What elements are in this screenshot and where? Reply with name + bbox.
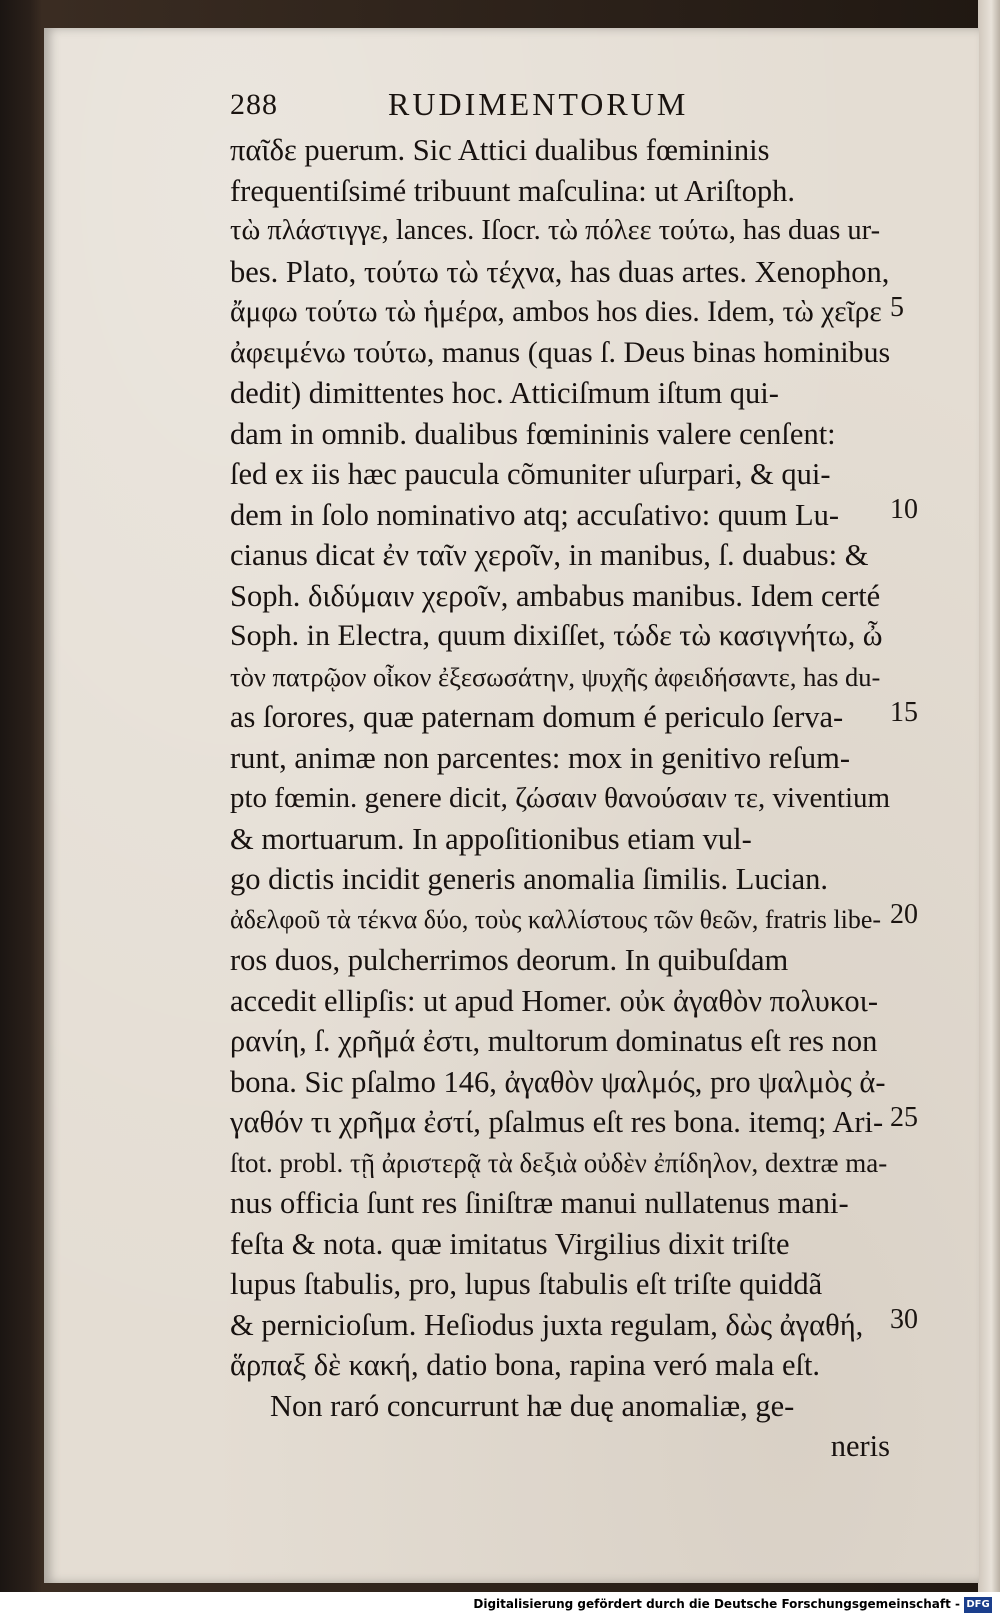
text-line: as ſorores, quæ paternam domum é periculo ſerva- (230, 700, 844, 734)
text-line: ἀφειμένω τούτω, manus (quas ſ. Deus binas hominibus (230, 335, 891, 369)
text-line: Soph. in Electra, quum dixiſſet, τώδε τὼ κασιγνήτω, ὦ (230, 619, 883, 652)
footer-bar (0, 1592, 1000, 1620)
text-line: ἄμφω τούτω τὼ ἡμέρα, ambos hos dies. Idem, τὼ χεῖρε (230, 296, 882, 328)
text-block (230, 130, 890, 1467)
text-line: ἅρπαξ δὲ κακή, datio bona, rapina veró mala eſt. (230, 1348, 821, 1382)
text-line: dam in omnib. dualibus fœmininis valere cenſent: (230, 416, 836, 451)
text-line: τὼ πλάστιγγε, lances. Iſocr. τὼ πόλεε τούτω, has duas ur- (230, 215, 881, 246)
text-line: bes. Plato, τούτω τὼ τέχνα, has duas artes. Xenophon, (230, 254, 890, 289)
text-line: dedit) dimittentes hoc. Atticiſmum iſtum qui- (230, 376, 779, 410)
text-line: pto fœmin. genere dicit, ζώσαιν θανούσαιν τε, viventium (230, 782, 891, 814)
text-line: frequentiſsimé tribuunt maſculina: ut Ariſtoph. (230, 173, 795, 208)
text-line: ἀδελφοῦ τὰ τέκνα δύο, τοὺς καλλίστους τῶν θεῶν, fratris libe- (230, 904, 882, 934)
text-line: lupus ſtabulis, pro, lupus ſtabulis eſt triſte quiddã (230, 1267, 823, 1301)
running-head: RUDIMENTORUM (388, 86, 689, 122)
text-line: accedit ellipſis: ut apud Homer. οὐκ ἀγαθὸν πολυκοι- (230, 983, 878, 1018)
text-line: ros duos, pulcherrimos deorum. In quibuſdam (230, 943, 789, 977)
text-line: bona. Sic pſalmo 146, ἀγαθὸν ψαλμός, pro ψαλμὸς ἀ- (230, 1064, 886, 1099)
page-number: 288 (230, 88, 278, 121)
line-number: 25 (890, 1102, 918, 1133)
text-line: Soph. διδύμαιν χεροῖν, ambabus manibus. Idem certé (230, 578, 881, 613)
page-edge (978, 0, 1000, 1592)
text-line: ſtot. probl. τῇ ἀριστερᾷ τὰ δεξιὰ οὐδὲν ἐπίδηλον, dextræ ma- (230, 1147, 888, 1178)
funding-credit: Digitalisierung gefördert durch die Deutsche Forschungsgemeinschaft - (473, 1597, 960, 1611)
text-line: & mortuarum. In appoſitionibus etiam vul- (230, 821, 752, 856)
text-line: & pernicioſum. Heſiodus juxta regulam, δὼς ἀγαθή, (230, 1307, 864, 1342)
catchword: neris (830, 1429, 890, 1463)
text-line: runt, animæ non parcentes: mox in genitivo reſum- (230, 740, 851, 775)
text-line: feſta & nota. quæ imitatus Virgilius dixit triſte (230, 1226, 790, 1261)
text-line: τὸν πατρῷον οἶκον ἐξεσωσάτην, ψυχῆς ἀφειδήσαντε, has du- (230, 661, 881, 692)
text-line: ſed ex iis hæc paucula cõmuniter uſurpari, & qui- (230, 457, 831, 491)
text-line: nus officia ſunt res ſiniſtræ manui nullatenus mani- (230, 1186, 849, 1220)
line-number: 20 (890, 899, 918, 930)
text-line: ρανίη, ſ. χρῆμά ἐστι, multorum dominatus eſt res non (230, 1024, 878, 1058)
line-number: 30 (890, 1304, 918, 1335)
line-number: 10 (890, 494, 918, 525)
text-line: go dictis incidit generis anomalia ſimilis. Lucian. (230, 862, 829, 896)
line-number: 5 (890, 292, 904, 323)
text-line: παῖδε puerum. Sic Attici dualibus fœmininis (230, 133, 770, 167)
text-line: γαθόν τι χρῆμα ἐστί, pſalmus eſt res bona. itemq; Ari- (230, 1105, 884, 1139)
line-number: 15 (890, 697, 918, 728)
dfg-logo-icon: DFG (964, 1597, 992, 1613)
text-line: dem in ſolo nominativo atq; accuſativo: quum Lu- (230, 497, 840, 532)
text-line: Non raró concurrunt hæ duę anomaliæ, ge- (270, 1388, 795, 1423)
text-line: cianus dicat ἐν ταῖν χεροῖν, in manibus, ſ. duabus: & (230, 538, 869, 572)
